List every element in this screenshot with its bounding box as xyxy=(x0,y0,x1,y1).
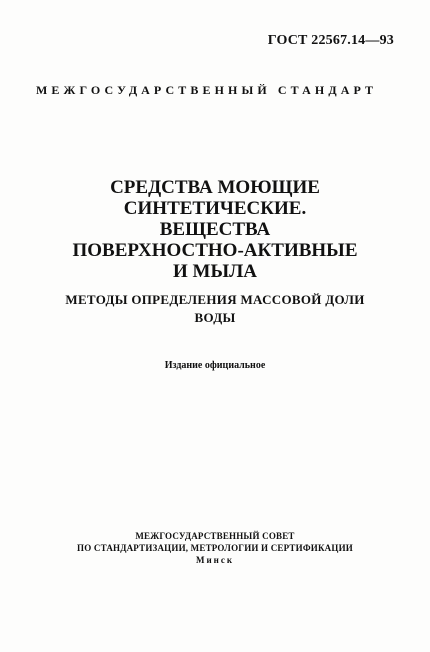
title-line: И МЫЛА xyxy=(173,261,257,282)
subtitle-line: МЕТОДЫ ОПРЕДЕЛЕНИЯ МАССОВОЙ ДОЛИ xyxy=(65,292,365,307)
gost-number: ГОСТ 22567.14—93 xyxy=(267,33,394,48)
standard-type-header: МЕЖГОСУДАРСТВЕННЫЙ СТАНДАРТ xyxy=(36,83,378,97)
title-line: ПОВЕРХНОСТНО-АКТИВНЫЕ xyxy=(72,240,358,261)
publisher-line: ПО СТАНДАРТИЗАЦИИ, МЕТРОЛОГИИ И СЕРТИФИКАЦИИ xyxy=(77,543,353,553)
publisher-line: МЕЖГОСУДАРСТВЕННЫЙ СОВЕТ xyxy=(135,531,295,541)
edition-label: Издание официальное xyxy=(164,360,266,371)
publisher-block xyxy=(40,530,390,566)
document-subtitle xyxy=(60,291,370,327)
document-title xyxy=(60,177,370,282)
publisher-city: Минск xyxy=(195,555,235,565)
title-line: ВЕЩЕСТВА xyxy=(159,219,271,240)
title-line: СРЕДСТВА МОЮЩИЕ xyxy=(110,177,320,198)
subtitle-line: ВОДЫ xyxy=(194,310,236,325)
title-line: СИНТЕТИЧЕСКИЕ. xyxy=(123,198,307,219)
